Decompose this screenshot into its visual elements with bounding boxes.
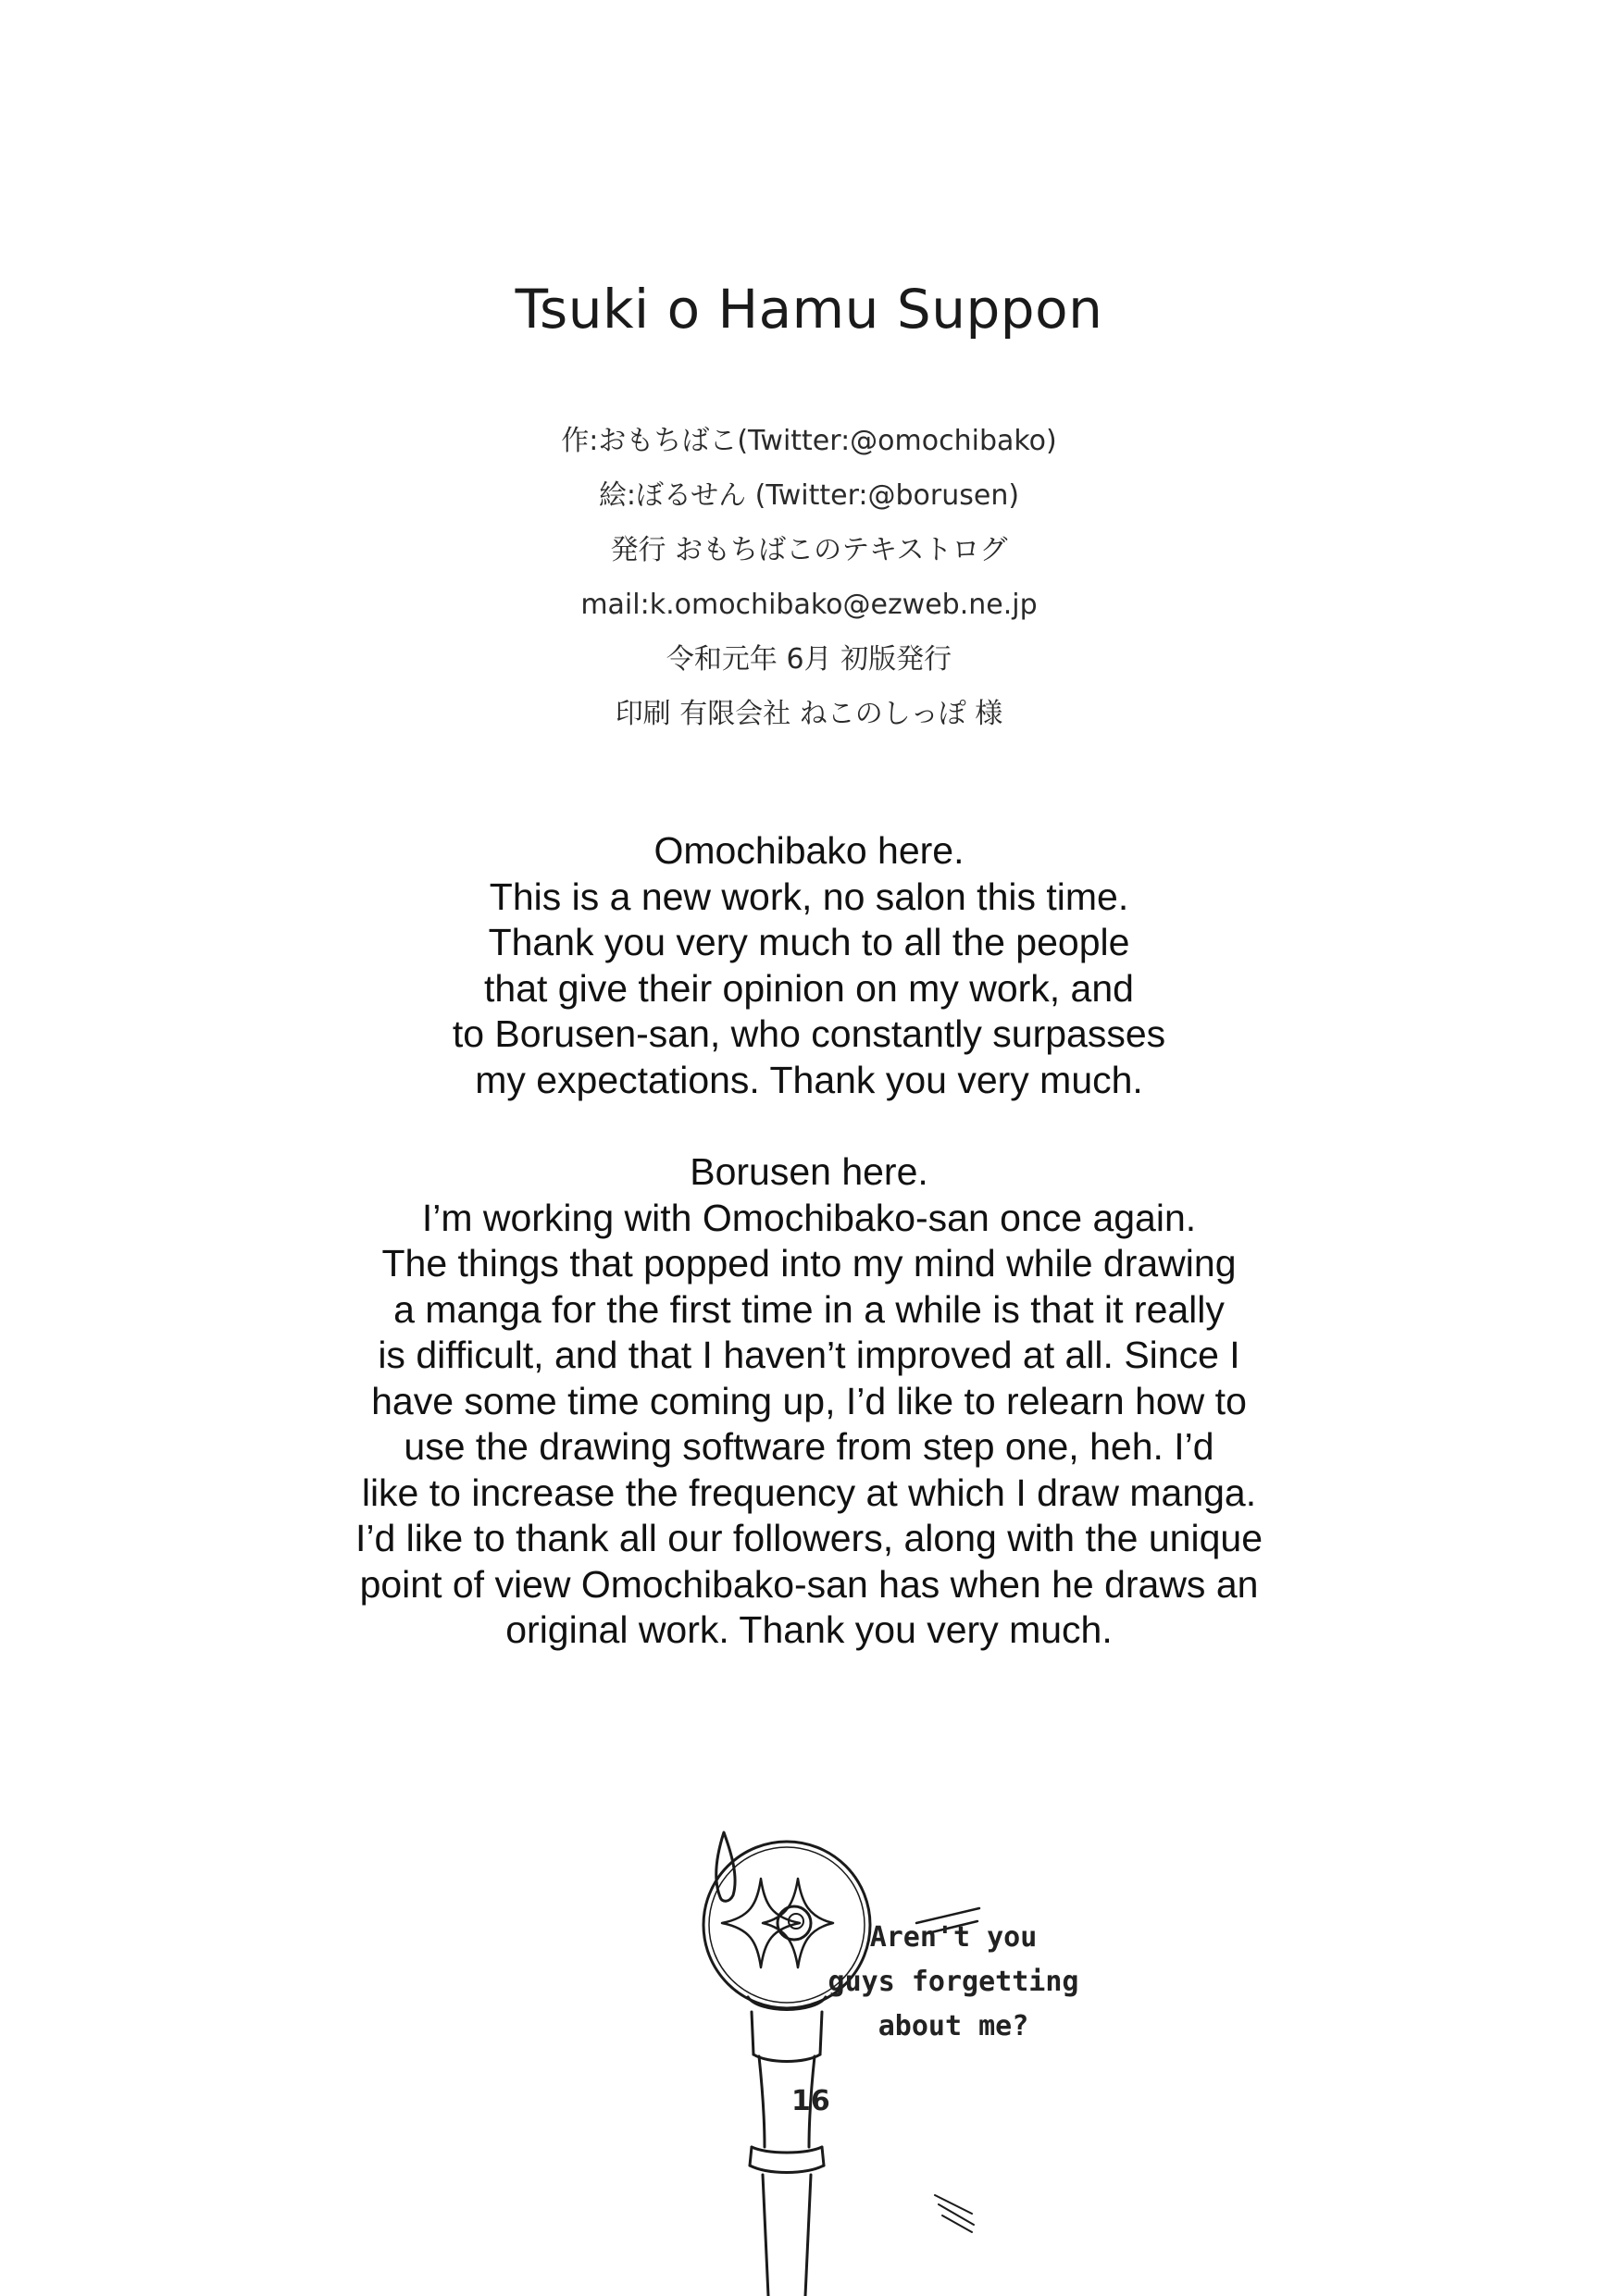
afterword-line: have some time coming up, I’d like to relearn how to: [371, 1379, 1247, 1422]
afterword-line: to Borusen-san, who constantly surpasses: [452, 1012, 1166, 1055]
afterword-line: use the drawing software from step one, heh. I’d: [404, 1425, 1214, 1468]
afterword-line: that give their opinion on my work, and: [484, 966, 1134, 1010]
colophon-credits: [0, 414, 1618, 741]
afterword-line: This is a new work, no salon this time.: [489, 875, 1129, 918]
credit-publisher: 発行 おもちばこのテキストログ: [610, 534, 1008, 566]
afterword-omochibako: [0, 828, 1618, 1103]
page-title: Tsuki o Hamu Suppon: [515, 278, 1103, 341]
credit-printer: 印刷 有限会社 ねこのしっぽ 様: [615, 698, 1003, 730]
afterword-line: a manga for the first time in a while is that it really: [393, 1287, 1225, 1331]
page-number: 16: [791, 2085, 830, 2117]
afterword-line: I’m working with Omochibako-san once again.: [421, 1196, 1197, 1239]
afterword-line: Thank you very much to all the people: [488, 921, 1130, 963]
afterword-line: like to increase the frequency at which I draw manga.: [361, 1471, 1257, 1514]
afterword-borusen: [0, 1149, 1618, 1654]
credit-artist: 絵:ぼるせん (Twitter:@borusen): [598, 479, 1020, 512]
speech-line: about me?: [877, 2010, 1029, 2042]
credit-author: 作:おもちばこ(Twitter:@omochibako): [561, 425, 1057, 457]
afterword-line: I’d like to thank all our followers, along with the unique: [355, 1517, 1263, 1559]
speech-line: Aren't you: [869, 1921, 1038, 1954]
credit-email: mail:k.omochibako@ezweb.ne.jp: [580, 589, 1038, 621]
speech-line: guys forgetting: [828, 1966, 1079, 1998]
afterword-line: Borusen here.: [690, 1150, 928, 1193]
afterword-line: original work. Thank you very much.: [505, 1608, 1113, 1651]
afterword-line: my expectations. Thank you very much.: [475, 1058, 1143, 1101]
afterword-line: The things that popped into my mind while drawing: [381, 1242, 1237, 1285]
afterword-line: point of view Omochibako-san has when he draws an: [359, 1562, 1259, 1606]
credit-edition: 令和元年 6月 初版発行: [666, 643, 952, 676]
speech-bubble-text: [815, 1916, 1092, 2049]
afterword-line: is difficult, and that I haven’t improved at all. Since I: [378, 1334, 1240, 1376]
afterword-line: Omochibako here.: [653, 829, 965, 872]
